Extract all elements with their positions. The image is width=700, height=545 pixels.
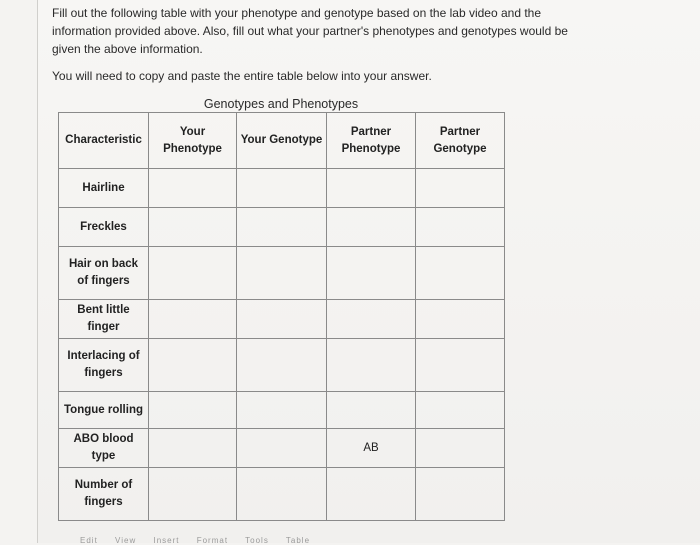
table-header-row <box>59 113 505 169</box>
your-genotype-cell[interactable] <box>237 429 327 468</box>
row-characteristic: Hair on back of fingers <box>59 247 149 300</box>
your-genotype-cell[interactable] <box>237 247 327 300</box>
genotypes-phenotypes-table <box>58 112 505 521</box>
your-phenotype-cell[interactable] <box>149 392 237 429</box>
row-characteristic: Tongue rolling <box>59 392 149 429</box>
instructions-text: Fill out the following table with your phenotype and genotype based on the lab video and the information provided above. Also, fill out what your partner's phenotypes and genotypes would be given the above information. <box>52 6 568 56</box>
table-row <box>59 468 505 521</box>
your-phenotype-cell[interactable] <box>149 300 237 339</box>
header-partner-phenotype: Partner Phenotype <box>327 113 416 169</box>
partner-genotype-cell[interactable] <box>416 208 505 247</box>
partner-phenotype-cell[interactable] <box>327 339 416 392</box>
table-row <box>59 247 505 300</box>
page-margin-divider <box>37 0 38 543</box>
partner-phenotype-cell[interactable] <box>327 169 416 208</box>
toolbar-table[interactable]: Table <box>285 536 311 545</box>
partner-phenotype-cell[interactable] <box>327 392 416 429</box>
partner-genotype-cell[interactable] <box>416 300 505 339</box>
header-your-genotype: Your Genotype <box>237 113 327 169</box>
table-row <box>59 339 505 392</box>
partner-genotype-cell[interactable] <box>416 169 505 208</box>
your-genotype-cell[interactable] <box>237 300 327 339</box>
partner-phenotype-cell[interactable] <box>327 247 416 300</box>
partner-genotype-cell[interactable] <box>416 429 505 468</box>
your-phenotype-cell[interactable] <box>149 339 237 392</box>
table-caption: Genotypes and Phenotypes <box>203 97 359 111</box>
editor-toolbar <box>80 536 324 545</box>
your-genotype-cell[interactable] <box>237 339 327 392</box>
partner-phenotype-cell[interactable] <box>327 208 416 247</box>
table-row <box>59 169 505 208</box>
your-phenotype-cell[interactable] <box>149 468 237 521</box>
your-phenotype-cell[interactable] <box>149 208 237 247</box>
header-your-phenotype: Your Phenotype <box>149 113 237 169</box>
toolbar-insert[interactable]: Insert <box>153 536 180 545</box>
partner-phenotype-cell[interactable] <box>327 300 416 339</box>
row-characteristic: Freckles <box>59 208 149 247</box>
partner-phenotype-cell[interactable] <box>327 468 416 521</box>
table-row <box>59 392 505 429</box>
toolbar-format[interactable]: Format <box>196 536 229 545</box>
table-row <box>59 300 505 339</box>
header-characteristic: Characteristic <box>59 113 149 169</box>
copy-note-text: You will need to copy and paste the entire table below into your answer. <box>52 69 432 83</box>
row-characteristic: Bent little finger <box>59 300 149 339</box>
table-row <box>59 208 505 247</box>
partner-genotype-cell[interactable] <box>416 247 505 300</box>
row-characteristic: ABO blood type <box>59 429 149 468</box>
your-phenotype-cell[interactable] <box>149 247 237 300</box>
your-phenotype-cell[interactable] <box>149 169 237 208</box>
your-genotype-cell[interactable] <box>237 468 327 521</box>
partner-genotype-cell[interactable] <box>416 339 505 392</box>
your-phenotype-cell[interactable] <box>149 429 237 468</box>
row-characteristic: Number of fingers <box>59 468 149 521</box>
your-genotype-cell[interactable] <box>237 169 327 208</box>
partner-genotype-cell[interactable] <box>416 392 505 429</box>
row-characteristic: Interlacing of fingers <box>59 339 149 392</box>
table-row <box>59 429 505 468</box>
header-partner-genotype: Partner Genotype <box>416 113 505 169</box>
toolbar-tools[interactable]: Tools <box>245 536 269 545</box>
partner-phenotype-cell[interactable]: AB <box>327 429 416 468</box>
row-characteristic: Hairline <box>59 169 149 208</box>
toolbar-edit[interactable]: Edit <box>80 536 98 545</box>
your-genotype-cell[interactable] <box>237 392 327 429</box>
your-genotype-cell[interactable] <box>237 208 327 247</box>
partner-genotype-cell[interactable] <box>416 468 505 521</box>
toolbar-view[interactable]: View <box>115 536 137 545</box>
